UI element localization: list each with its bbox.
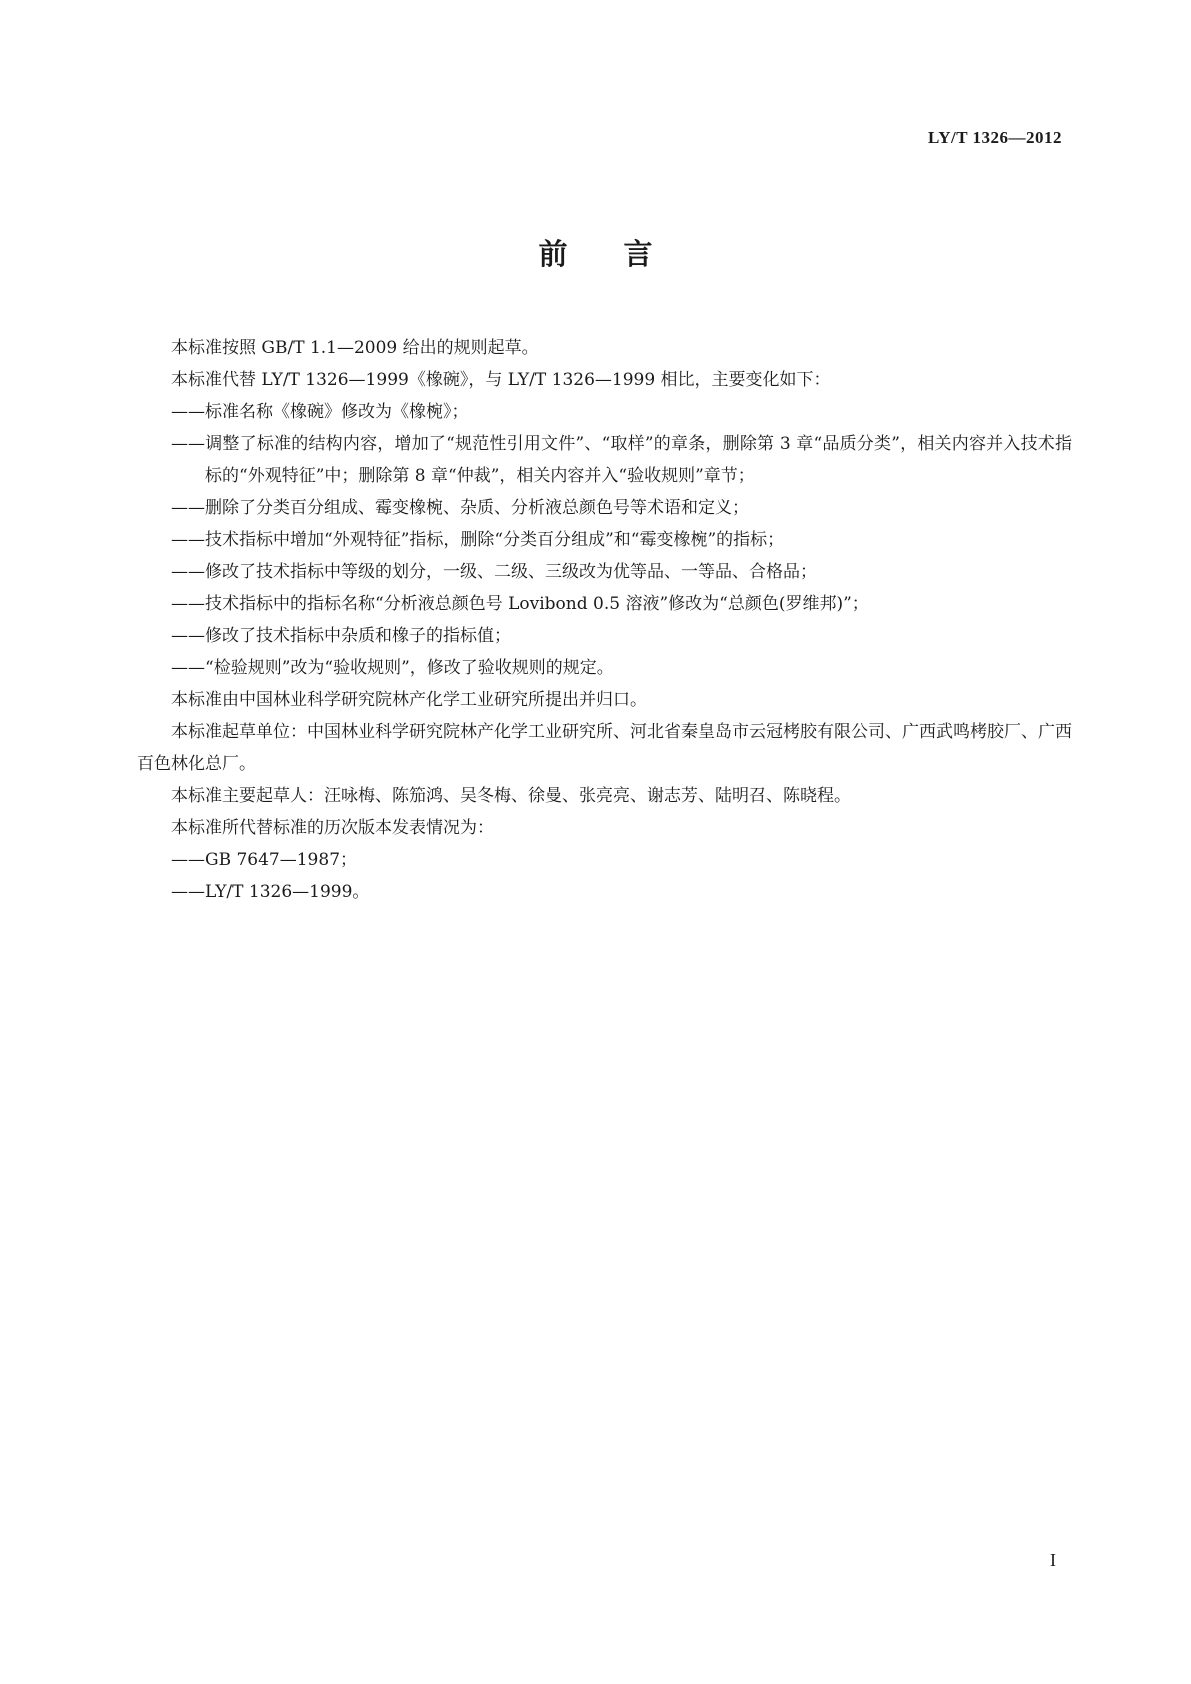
list-item: ——调整了标准的结构内容，增加了“规范性引用文件”、“取样”的章条，删除第 3 章“品质分类”，相关内容并入技术指标的“外观特征”中；删除第 8 章“仲裁”，相关内容并入“验收规则”章节； bbox=[171, 434, 1072, 486]
list-item: ——标准名称《橡碗》修改为《橡椀》； bbox=[171, 402, 469, 422]
paragraph: 本标准代替 LY/T 1326—1999《橡碗》，与 LY/T 1326—1999 相比，主要变化如下： bbox=[171, 370, 831, 390]
paragraph: 本标准由中国林业科学研究院林产化学工业研究所提出并归口。 bbox=[171, 690, 647, 710]
page-number: I bbox=[1050, 1550, 1056, 1570]
paragraph: 本标准起草单位：中国林业科学研究院林产化学工业研究所、河北省秦皇岛市云冠栲胶有限公司、广西武鸣栲胶厂、广西百色林化总厂。 bbox=[137, 722, 1072, 774]
list-item: ——GB 7647—1987； bbox=[171, 850, 358, 870]
page-title: 前言 bbox=[538, 237, 709, 271]
paragraph: 本标准所代替标准的历次版本发表情况为： bbox=[171, 818, 494, 838]
standard-code: LY/T 1326—2012 bbox=[927, 128, 1062, 147]
list-item: ——技术指标中的指标名称“分析液总颜色号 Lovibond 0.5 溶液”修改为“总颜色(罗维邦)”； bbox=[171, 594, 869, 614]
list-item: ——修改了技术指标中等级的划分，一级、二级、三级改为优等品、一等品、合格品； bbox=[171, 562, 817, 582]
list-item: ——“检验规则”改为“验收规则”，修改了验收规则的规定。 bbox=[171, 658, 614, 678]
list-item: ——技术指标中增加“外观特征”指标，删除“分类百分组成”和“霉变橡椀”的指标； bbox=[171, 530, 785, 550]
list-item: ——修改了技术指标中杂质和橡子的指标值； bbox=[171, 626, 511, 646]
paragraph: 本标准主要起草人：汪咏梅、陈笳鸿、吴冬梅、徐曼、张亮亮、谢志芳、陆明召、陈晓程。 bbox=[171, 786, 851, 806]
paragraph: 本标准按照 GB/T 1.1—2009 给出的规则起草。 bbox=[171, 338, 539, 358]
document-body bbox=[137, 332, 1072, 908]
list-item: ——LY/T 1326—1999。 bbox=[171, 882, 370, 902]
list-item: ——删除了分类百分组成、霉变橡椀、杂质、分析液总颜色号等术语和定义； bbox=[171, 498, 749, 518]
